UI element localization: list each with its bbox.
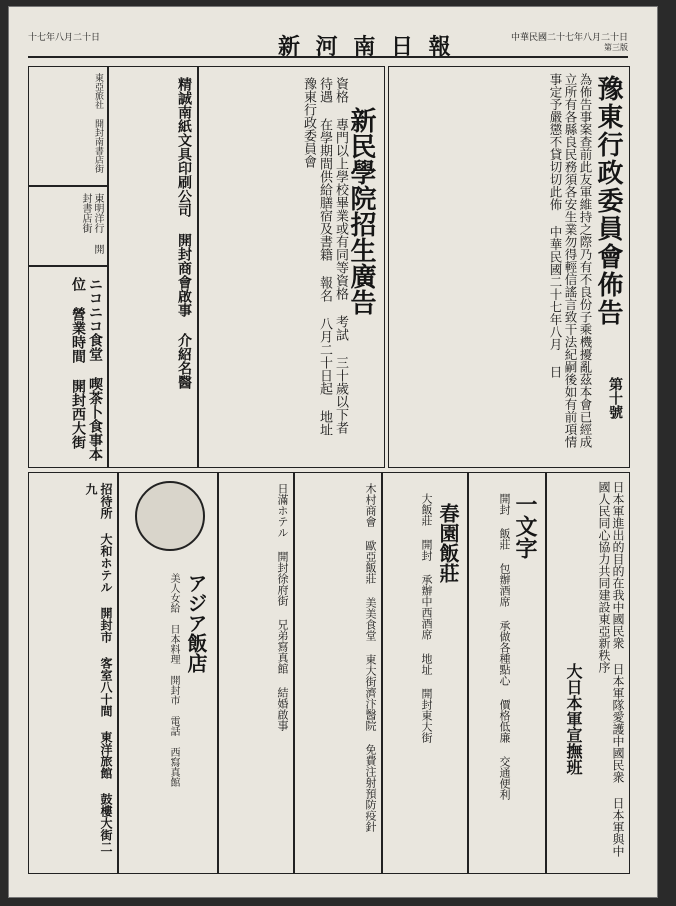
masthead — [28, 30, 628, 58]
xinmin-ad-title: 新民學院招生廣告 — [346, 107, 376, 315]
yamato-hotel-ad-text: 招待所 大和ホテル 開封市 客室八十間 東洋旅館 鼓樓大街二九 — [84, 483, 113, 853]
asia-hotel-ad-title: アジア飯店 — [184, 573, 208, 673]
asia-hotel-ad-text: 美人女給 日本料理 開封市 電話 西寫真館 — [168, 573, 179, 787]
yiwenzi-restaurant-ad — [468, 472, 546, 874]
notice-headline: 豫東行政委員會佈告 — [593, 75, 623, 327]
yamato-hotel-ad — [28, 472, 118, 874]
masthead-title: 新 河 南 日 報 — [278, 34, 455, 60]
notice-number: 第十號 — [607, 377, 623, 419]
administrative-notice — [388, 66, 630, 468]
notice-body: 為佈告事案查前此友軍維持之際乃有不良份子乘機擾亂茲本會已經成立所有各縣良民務須各安生業勿得輕信謠言致干法紀嗣後如有前項情事定予嚴懲不貸切切此佈 中華民國二十七年八月 日 — [548, 73, 593, 448]
small-left-ad-text: 東亞旅社 開封南書店街 — [93, 73, 103, 173]
nico-ad-text: ニコニコ食堂 喫茶卜食事本位 營業時間 開封西大街 — [70, 277, 103, 461]
jingcheng-stationery-ad — [108, 66, 198, 468]
jingcheng-ad-text: 精誠南紙文具印刷公司 開封商會啟事 介紹名醫 — [176, 77, 192, 389]
dongming-ad — [28, 186, 108, 266]
small-left-ad — [28, 66, 108, 186]
chunyuan-restaurant-ad — [382, 472, 468, 874]
riman-hotel-ad-text: 日滿ホテル 開封徐府街 兄弟寫真館 結婚啟事 — [276, 483, 289, 731]
asia-hotel-emblem-icon — [135, 481, 205, 551]
pacification-text: 日本軍進出的目的在我中國民衆 日本軍隊愛護中國民衆 日本軍與中國人民同心協力共同建設東亞新秩序 — [597, 481, 625, 857]
dongming-ad-text: 東明洋行 開封書店街 — [80, 193, 103, 254]
mucun-ad-text: 木村商會 歐亞飯莊 美美食堂 東大街濟汴醫院 免費注射預防疫針 — [364, 483, 377, 832]
asia-hotel-ad — [118, 472, 218, 874]
masthead-page-number: 第三版 — [604, 43, 628, 52]
riman-hotel-ad — [218, 472, 294, 874]
chunyuan-ad-title: 春園飯莊 — [436, 503, 460, 583]
pacification-notice — [546, 472, 630, 874]
pacification-signature: 大日本軍宣撫班 — [564, 663, 583, 775]
chunyuan-ad-text: 大飯莊 開封 承辦中西酒席 地址 開封東大街 — [420, 493, 433, 743]
xinmin-ad-text: 資格 專門以上學校畢業或有同等資格 考試 三十歲以下者 待遇 在學期間供給膳宿及書籍 報名 八月二十日起 地址 豫東行政委員會 — [301, 77, 348, 436]
masthead-date-left: 十七年八月二十日 — [28, 33, 101, 43]
masthead-date-right: 中華民國二十七年八月二十日 — [510, 33, 628, 43]
yiwenzi-ad-title: 一文字 — [512, 493, 538, 559]
yiwenzi-ad-text: 開封 飯莊 包辦酒席 承做各種點心 價格低廉 交通便利 — [498, 493, 511, 800]
newspaper-page — [8, 6, 658, 898]
mucun-trading-ad — [294, 472, 382, 874]
xinmin-academy-ad — [198, 66, 385, 468]
nico-diner-ad — [28, 266, 108, 468]
